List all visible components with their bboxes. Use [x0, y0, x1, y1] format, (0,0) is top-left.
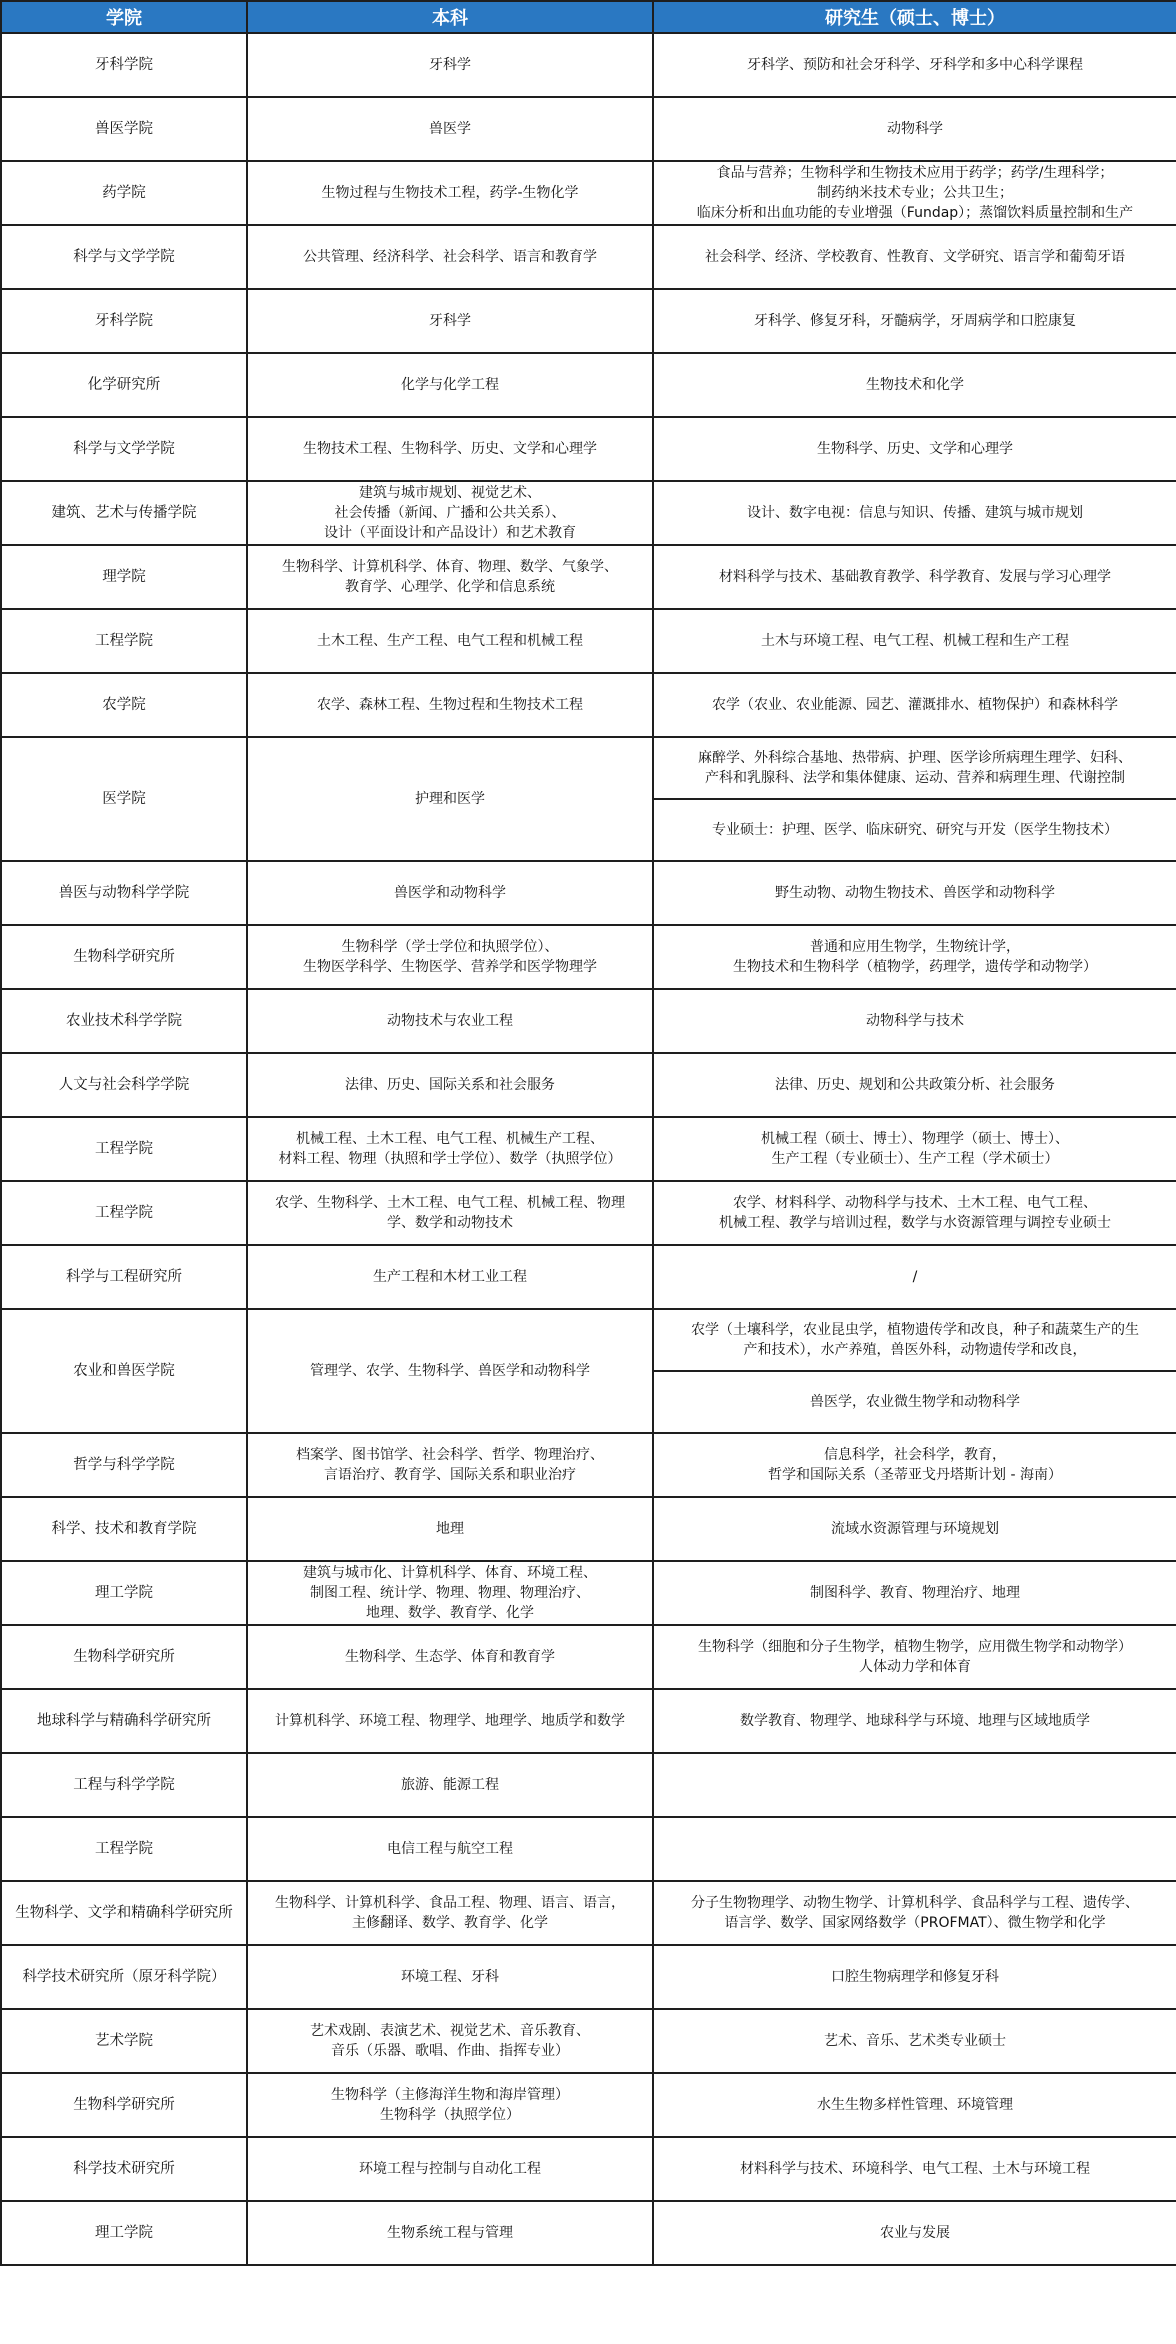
college-cell: 生物科学、文学和精确科学研究所 — [1, 1881, 247, 1945]
grad-cell: 麻醉学、外科综合基地、热带病、护理、医学诊所病理生理学、妇科、 产科和乳腺科、法学和集体健康、运动、营养和病理生理、代谢控制 — [653, 737, 1176, 799]
grad-cell: 流域水资源管理与环境规划 — [653, 1497, 1176, 1561]
undergrad-cell: 生物科学、计算机科学、体育、物理、数学、气象学、 教育学、心理学、化学和信息系统 — [247, 545, 653, 609]
college-cell: 农业技术科学学院 — [1, 989, 247, 1053]
grad-cell: 社会科学、经济、学校教育、性教育、文学研究、语言学和葡萄牙语 — [653, 225, 1176, 289]
grad-cell: 机械工程（硕士、博士）、物理学（硕士、博士）、 生产工程（专业硕士）、生产工程（学术硕士） — [653, 1117, 1176, 1181]
table-row — [1, 2201, 1176, 2265]
table-row — [1, 161, 1176, 225]
college-cell: 化学研究所 — [1, 353, 247, 417]
table-row — [1, 1245, 1176, 1309]
undergrad-cell: 环境工程、牙科 — [247, 1945, 653, 2009]
table-row — [1, 1181, 1176, 1245]
undergrad-cell: 兽医学 — [247, 97, 653, 161]
college-cell: 工程与科学学院 — [1, 1753, 247, 1817]
grad-cell — [653, 1753, 1176, 1817]
table-row — [1, 417, 1176, 481]
college-cell: 兽医与动物科学学院 — [1, 861, 247, 925]
table-row — [1, 861, 1176, 925]
undergrad-cell: 旅游、能源工程 — [247, 1753, 653, 1817]
grad-cell: 专业硕士：护理、医学、临床研究、研究与开发（医学生物技术） — [653, 799, 1176, 861]
undergrad-cell: 牙科学 — [247, 33, 653, 97]
undergrad-cell: 建筑与城市化、计算机科学、体育、环境工程、 制图工程、统计学、物理、物理、物理治疗、 地理、数学、教育学、化学 — [247, 1561, 653, 1625]
table-row — [1, 1309, 1176, 1371]
college-cell: 兽医学院 — [1, 97, 247, 161]
grad-cell: 生物技术和化学 — [653, 353, 1176, 417]
grad-cell: 制图科学、教育、物理治疗、地理 — [653, 1561, 1176, 1625]
table-row — [1, 225, 1176, 289]
college-cell: 牙科学院 — [1, 33, 247, 97]
undergrad-cell: 护理和医学 — [247, 737, 653, 861]
grad-cell: 生物科学（细胞和分子生物学，植物生物学，应用微生物学和动物学） 人体动力学和体育 — [653, 1625, 1176, 1689]
table-row — [1, 1753, 1176, 1817]
undergrad-cell: 生产工程和木材工业工程 — [247, 1245, 653, 1309]
undergrad-cell: 艺术戏剧、表演艺术、视觉艺术、音乐教育、 音乐（乐器、歌唱、作曲、指挥专业） — [247, 2009, 653, 2073]
grad-cell: 生物科学、历史、文学和心理学 — [653, 417, 1176, 481]
undergrad-cell: 生物科学（主修海洋生物和海岸管理） 生物科学（执照学位） — [247, 2073, 653, 2137]
table-row — [1, 2009, 1176, 2073]
grad-cell: 食品与营养；生物科学和生物技术应用于药学；药学/生理科学； 制药纳米技术专业；公共卫生； 临床分析和出血功能的专业增强（Fundap）；蒸馏饮料质量控制和生产 — [653, 161, 1176, 225]
grad-cell: / — [653, 1245, 1176, 1309]
table-row — [1, 1497, 1176, 1561]
undergrad-cell: 兽医学和动物科学 — [247, 861, 653, 925]
undergrad-cell: 管理学、农学、生物科学、兽医学和动物科学 — [247, 1309, 653, 1433]
college-cell: 理工学院 — [1, 2201, 247, 2265]
table-row — [1, 353, 1176, 417]
table-row — [1, 673, 1176, 737]
header-grad: 研究生（硕士、博士） — [653, 1, 1176, 33]
college-cell: 工程学院 — [1, 1817, 247, 1881]
college-cell: 人文与社会科学学院 — [1, 1053, 247, 1117]
header-college: 学院 — [1, 1, 247, 33]
undergrad-cell: 农学、森林工程、生物过程和生物技术工程 — [247, 673, 653, 737]
grad-cell: 法律、历史、规划和公共政策分析、社会服务 — [653, 1053, 1176, 1117]
table-row — [1, 33, 1176, 97]
table-row — [1, 97, 1176, 161]
college-cell: 理工学院 — [1, 1561, 247, 1625]
college-cell: 地球科学与精确科学研究所 — [1, 1689, 247, 1753]
table-row — [1, 2137, 1176, 2201]
table-row — [1, 1053, 1176, 1117]
grad-cell: 动物科学 — [653, 97, 1176, 161]
table-row — [1, 1945, 1176, 2009]
grad-cell: 动物科学与技术 — [653, 989, 1176, 1053]
college-cell: 艺术学院 — [1, 2009, 247, 2073]
grad-cell: 信息科学，社会科学，教育， 哲学和国际关系（圣蒂亚戈丹塔斯计划 - 海南） — [653, 1433, 1176, 1497]
table-row — [1, 1561, 1176, 1625]
grad-cell: 牙科学、修复牙科，牙髓病学，牙周病学和口腔康复 — [653, 289, 1176, 353]
college-cell: 科学、技术和教育学院 — [1, 1497, 247, 1561]
college-cell: 工程学院 — [1, 609, 247, 673]
grad-cell: 材料科学与技术、基础教育教学、科学教育、发展与学习心理学 — [653, 545, 1176, 609]
grad-cell: 水生生物多样性管理、环境管理 — [653, 2073, 1176, 2137]
table-row — [1, 1625, 1176, 1689]
college-cell: 生物科学研究所 — [1, 2073, 247, 2137]
undergrad-cell: 机械工程、土木工程、电气工程、机械生产工程、 材料工程、物理（执照和学士学位）、数学（执照学位） — [247, 1117, 653, 1181]
undergrad-cell: 环境工程与控制与自动化工程 — [247, 2137, 653, 2201]
college-cell: 建筑、艺术与传播学院 — [1, 481, 247, 545]
college-cell: 药学院 — [1, 161, 247, 225]
college-cell: 科学与文学学院 — [1, 225, 247, 289]
grad-cell: 土木与环境工程、电气工程、机械工程和生产工程 — [653, 609, 1176, 673]
undergrad-cell: 生物系统工程与管理 — [247, 2201, 653, 2265]
grad-cell: 设计、数字电视：信息与知识、传播、建筑与城市规划 — [653, 481, 1176, 545]
college-cell: 工程学院 — [1, 1117, 247, 1181]
table-row — [1, 289, 1176, 353]
college-cell: 哲学与科学学院 — [1, 1433, 247, 1497]
college-cell: 科学技术研究所（原牙科学院） — [1, 1945, 247, 2009]
grad-cell: 野生动物、动物生物技术、兽医学和动物科学 — [653, 861, 1176, 925]
table-row — [1, 481, 1176, 545]
college-cell: 生物科学研究所 — [1, 1625, 247, 1689]
undergrad-cell: 动物技术与农业工程 — [247, 989, 653, 1053]
table-row — [1, 1817, 1176, 1881]
undergrad-cell: 地理 — [247, 1497, 653, 1561]
grad-cell: 普通和应用生物学，生物统计学， 生物技术和生物科学（植物学，药理学，遗传学和动物学） — [653, 925, 1176, 989]
table-row — [1, 989, 1176, 1053]
grad-cell: 农学（农业、农业能源、园艺、灌溉排水、植物保护）和森林科学 — [653, 673, 1176, 737]
grad-cell: 材料科学与技术、环境科学、电气工程、土木与环境工程 — [653, 2137, 1176, 2201]
undergrad-cell: 生物科学、生态学、体育和教育学 — [247, 1625, 653, 1689]
grad-cell: 农业与发展 — [653, 2201, 1176, 2265]
undergrad-cell: 电信工程与航空工程 — [247, 1817, 653, 1881]
undergrad-cell: 牙科学 — [247, 289, 653, 353]
college-cell: 生物科学研究所 — [1, 925, 247, 989]
table-row — [1, 545, 1176, 609]
table-row — [1, 609, 1176, 673]
table-row — [1, 737, 1176, 799]
undergrad-cell: 档案学、图书馆学、社会科学、哲学、物理治疗、 言语治疗、教育学、国际关系和职业治疗 — [247, 1433, 653, 1497]
college-cell: 农业和兽医学院 — [1, 1309, 247, 1433]
grad-cell: 农学（土壤科学，农业昆虫学，植物遗传学和改良，种子和蔬菜生产的生 产和技术），水产养殖，兽医外科，动物遗传学和改良， — [653, 1309, 1176, 1371]
undergrad-cell: 化学与化学工程 — [247, 353, 653, 417]
undergrad-cell: 土木工程、生产工程、电气工程和机械工程 — [247, 609, 653, 673]
college-cell: 科学与工程研究所 — [1, 1245, 247, 1309]
grad-cell: 兽医学，农业微生物学和动物科学 — [653, 1371, 1176, 1433]
grad-cell — [653, 1817, 1176, 1881]
header-row — [1, 1, 1176, 33]
college-cell: 科学与文学学院 — [1, 417, 247, 481]
table-row — [1, 1881, 1176, 1945]
grad-cell: 分子生物物理学、动物生物学、计算机科学、食品科学与工程、遗传学、 语言学、数学、国家网络数学（PROFMAT）、微生物学和化学 — [653, 1881, 1176, 1945]
grad-cell: 数学教育、物理学、地球科学与环境、地理与区域地质学 — [653, 1689, 1176, 1753]
header-undergrad: 本科 — [247, 1, 653, 33]
undergrad-cell: 生物技术工程、生物科学、历史、文学和心理学 — [247, 417, 653, 481]
college-cell: 医学院 — [1, 737, 247, 861]
undergrad-cell: 生物过程与生物技术工程，药学-生物化学 — [247, 161, 653, 225]
table-row — [1, 1433, 1176, 1497]
undergrad-cell: 农学、生物科学、土木工程、电气工程、机械工程、物理 学、数学和动物技术 — [247, 1181, 653, 1245]
college-cell: 理学院 — [1, 545, 247, 609]
undergrad-cell: 生物科学（学士学位和执照学位）、 生物医学科学、生物医学、营养学和医学物理学 — [247, 925, 653, 989]
undergrad-cell: 法律、历史、国际关系和社会服务 — [247, 1053, 653, 1117]
grad-cell: 农学、材料科学、动物科学与技术、土木工程、电气工程、 机械工程、教学与培训过程，数学与水资源管理与调控专业硕士 — [653, 1181, 1176, 1245]
table-row — [1, 2073, 1176, 2137]
table-row — [1, 1117, 1176, 1181]
college-cell: 农学院 — [1, 673, 247, 737]
undergrad-cell: 公共管理、经济科学、社会科学、语言和教育学 — [247, 225, 653, 289]
table-row — [1, 925, 1176, 989]
college-cell: 科学技术研究所 — [1, 2137, 247, 2201]
college-cell: 工程学院 — [1, 1181, 247, 1245]
grad-cell: 牙科学、预防和社会牙科学、牙科学和多中心科学课程 — [653, 33, 1176, 97]
undergrad-cell: 建筑与城市规划、视觉艺术、 社会传播（新闻、广播和公共关系）、 设计（平面设计和产品设计）和艺术教育 — [247, 481, 653, 545]
undergrad-cell: 计算机科学、环境工程、物理学、地理学、地质学和数学 — [247, 1689, 653, 1753]
table-row — [1, 1689, 1176, 1753]
grad-cell: 口腔生物病理学和修复牙科 — [653, 1945, 1176, 2009]
grad-cell: 艺术、音乐、艺术类专业硕士 — [653, 2009, 1176, 2073]
undergrad-cell: 生物科学、计算机科学、食品工程、物理、语言、语言， 主修翻译、数学、教育学、化学 — [247, 1881, 653, 1945]
college-cell: 牙科学院 — [1, 289, 247, 353]
